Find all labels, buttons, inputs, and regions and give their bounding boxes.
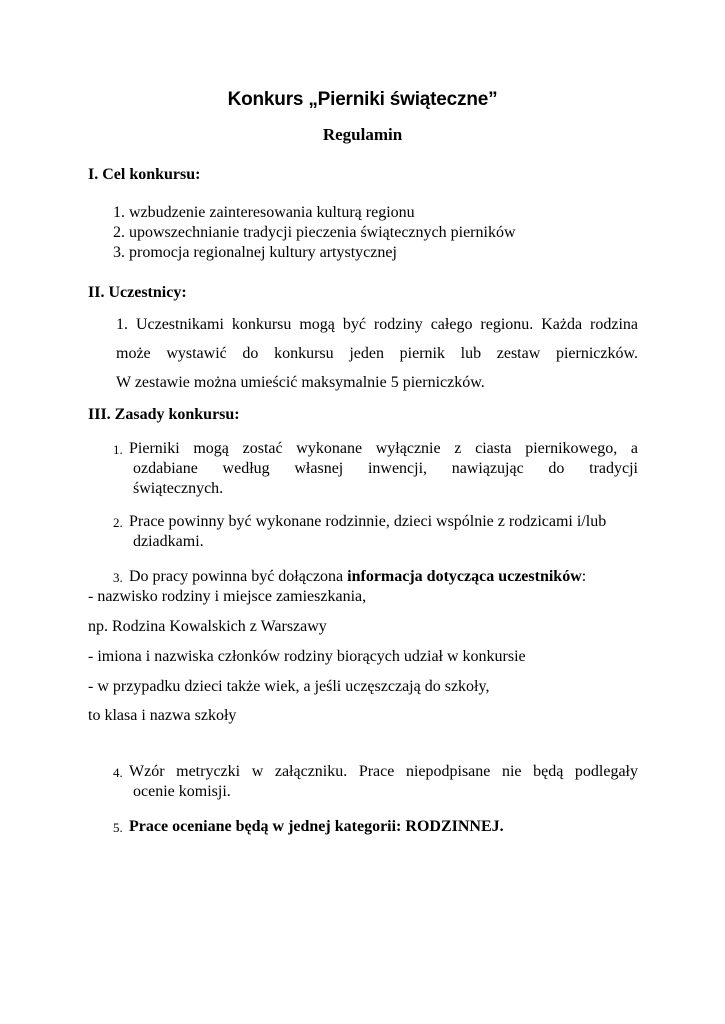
rule-marker: 1.: [113, 442, 123, 457]
rule-3-detail: to klasa i nazwa szkoły: [88, 707, 237, 724]
rule-1-line: Pierniki mogą zostać wykonane wyłącznie z ciasta piernikowego, a: [129, 440, 638, 457]
document-subtitle: Regulamin: [322, 125, 403, 144]
rule-marker: 3.: [113, 570, 123, 585]
rule-5-line: Prace oceniane będą w jednej kategorii: RODZINNEJ.: [129, 818, 504, 835]
participants-line: W zestawie można umieścić maksymalnie 5 pierniczków.: [116, 374, 485, 391]
section-heading-participants: II. Uczestnicy:: [88, 284, 187, 301]
rule-marker: 4.: [113, 765, 123, 780]
rule-3-detail: - w przypadku dzieci także wiek, a jeśli uczęszczają do szkoły,: [88, 678, 490, 695]
rule-marker: 5.: [113, 820, 123, 835]
participants-line: może wystawić do konkursu jeden piernik lub zestaw pierniczków.: [116, 345, 638, 362]
rule-marker: 2.: [113, 515, 123, 530]
rule-3-suffix: :: [581, 568, 587, 585]
rule-2-line: dziadkami.: [133, 533, 204, 550]
section-heading-goal: I. Cel konkursu:: [88, 166, 201, 183]
rule-4-line: Wzór metryczki w załączniku. Prace niepodpisane nie będą podlegały: [129, 763, 638, 780]
rule-3-detail: - nazwisko rodziny i miejsce zamieszkania,: [88, 588, 367, 605]
rule-3-line: [129, 567, 586, 587]
rule-2-line: Prace powinny być wykonane rodzinnie, dzieci wspólnie z rodzicami i/lub: [129, 513, 607, 530]
goal-item: 1. wzbudzenie zainteresowania kulturą regionu: [113, 204, 415, 221]
rule-3-prefix: Do pracy powinna być dołączona: [129, 568, 348, 585]
rule-1-line: świątecznych.: [133, 480, 224, 497]
rule-4-line: ocenie komisji.: [133, 783, 231, 800]
document-title: Konkurs „Pierniki świąteczne”: [227, 89, 498, 110]
rule-1-line: ozdabiane według własnej inwencji, nawiązując do tradycji: [133, 460, 638, 477]
rule-3-detail: - imiona i nazwiska członków rodziny biorących udział w konkursie: [88, 648, 526, 665]
participants-line: 1. Uczestnikami konkursu mogą być rodziny całego regionu. Każda rodzina: [116, 316, 638, 333]
rule-3-detail: np. Rodzina Kowalskich z Warszawy: [88, 618, 327, 635]
section-heading-rules: III. Zasady konkursu:: [88, 406, 240, 423]
goal-item: 2. upowszechnianie tradycji pieczenia świątecznych pierników: [113, 224, 516, 241]
rule-3-bold: informacja dotycząca uczestników: [347, 568, 582, 585]
goal-item: 3. promocja regionalnej kultury artystycznej: [113, 244, 397, 261]
